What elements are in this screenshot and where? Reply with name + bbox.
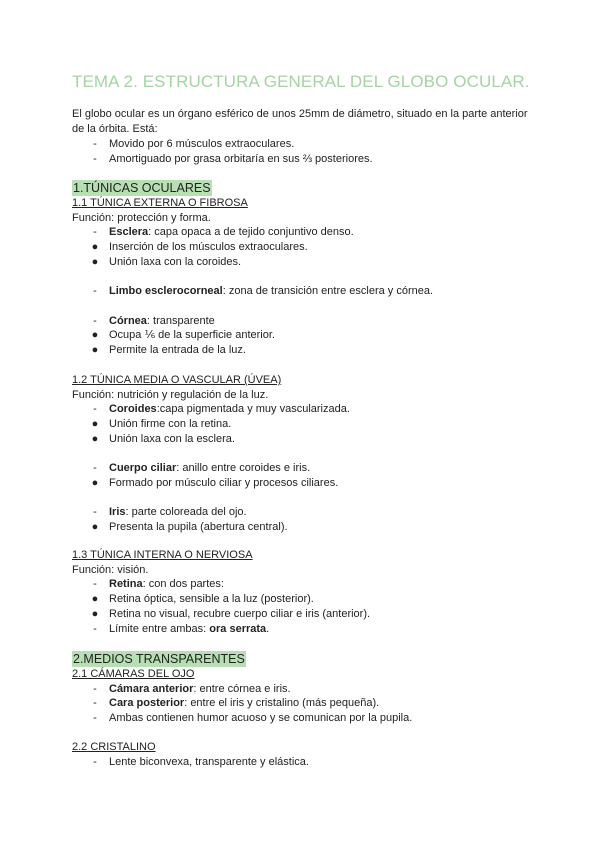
term-desc: : parte coloreada del ojo.	[125, 506, 247, 519]
list-item	[72, 505, 542, 520]
bullet-marker: ●	[91, 521, 99, 533]
page-title: TEMA 2. ESTRUCTURA GENERAL DEL GLOBO OCULAR.	[72, 72, 530, 91]
term-list	[72, 314, 542, 329]
term-cara-posterior: Cara posterior	[109, 697, 185, 710]
subsection-tunica-externa	[72, 196, 542, 358]
term-list	[72, 577, 542, 592]
bullet-list	[72, 240, 542, 269]
dash-marker: -	[93, 578, 97, 591]
spacer	[72, 299, 542, 314]
list-item	[72, 328, 542, 343]
list-item-text: Movido por 6 músculos extraoculares.	[109, 138, 295, 150]
term-desc: : con dos partes:	[142, 578, 224, 591]
term-list	[72, 225, 542, 240]
term-desc: : transparente	[146, 314, 215, 327]
subsection-title: 1.1 TÚNICA EXTERNA O FIBROSA	[72, 197, 248, 209]
dash-marker: -	[93, 138, 97, 150]
list-item	[72, 225, 542, 240]
dash-marker: -	[93, 755, 97, 768]
term-list	[72, 755, 542, 770]
term-desc: : entre córnea e iris.	[193, 682, 291, 695]
term-retina: Retina	[109, 578, 143, 591]
term-ora-serrata: ora serrata	[209, 622, 267, 635]
term-iris: Iris	[109, 506, 126, 519]
list-item	[72, 476, 542, 491]
function-text: Función: nutrición y regulación de la luz.	[72, 388, 269, 401]
bullet-list	[72, 417, 542, 446]
term-desc: : zona de transición entre esclera y córnea.	[222, 285, 434, 298]
list-item	[72, 402, 542, 417]
list-item-text: Inserción de los músculos extraoculares.	[109, 241, 308, 254]
bullet-marker: ●	[91, 593, 99, 606]
list-item-text: Ambas contienen humor acuoso y se comunican por la pupila.	[109, 712, 413, 725]
subsection-cristalino	[72, 740, 542, 769]
dash-marker: -	[93, 314, 97, 327]
spacer	[72, 491, 542, 506]
bullet-list	[72, 520, 542, 535]
dash-marker: -	[93, 152, 97, 165]
term-camara-anterior: Cámara anterior	[109, 682, 194, 695]
term-list	[72, 505, 542, 520]
list-item	[72, 343, 542, 358]
dash-marker: -	[93, 403, 97, 416]
list-item-text: Unión laxa con la coroides.	[109, 255, 242, 268]
term-desc: :capa pigmentada y muy vascularizada.	[156, 403, 350, 416]
list-item-text: Formado por músculo ciliar y procesos ciliares.	[109, 476, 339, 489]
spacer	[72, 270, 542, 285]
term-list	[72, 461, 542, 476]
subsection-title: 1.2 TÚNICA MEDIA O VASCULAR (ÚVEA)	[72, 374, 282, 386]
subsection-title: 2.2 CRISTALINO	[72, 741, 156, 753]
list-item	[72, 417, 542, 432]
section-heading-medios: 2.MEDIOS TRANSPARENTES	[73, 652, 245, 666]
term-cornea: Córnea	[109, 314, 147, 327]
spacer	[72, 447, 542, 462]
term-limbo: Limbo esclerocorneal	[109, 285, 223, 298]
list-item	[72, 755, 542, 770]
list-item	[72, 711, 542, 726]
dash-marker: -	[93, 285, 97, 298]
list-item-suffix: .	[266, 622, 270, 635]
subsection-camaras	[72, 667, 542, 726]
term-desc: : anillo entre coroides e iris.	[176, 462, 311, 475]
dash-marker: -	[93, 622, 97, 635]
list-item	[72, 592, 542, 607]
list-item	[72, 682, 542, 697]
intro-list	[72, 137, 532, 166]
function-text: Función: visión.	[72, 563, 149, 576]
term-desc: : capa opaca a de tejido conjuntivo denso.	[148, 226, 354, 239]
list-item	[72, 240, 542, 255]
bullet-list	[72, 592, 542, 621]
bullet-marker: ●	[91, 255, 99, 268]
subsection-tunica-interna	[72, 548, 542, 636]
bullet-marker: ●	[91, 476, 99, 489]
list-item	[72, 520, 542, 535]
term-desc: : entre el iris y cristalino (más pequeña).	[184, 697, 380, 710]
bullet-marker: ●	[91, 241, 99, 254]
dash-marker: -	[93, 712, 97, 725]
list-item-text: Retina óptica, sensible a la luz (posterior).	[109, 593, 314, 606]
dash-marker: -	[93, 697, 97, 710]
function-text: Función: protección y forma.	[72, 211, 211, 224]
list-item	[72, 314, 542, 329]
subsection-tunica-media	[72, 373, 542, 535]
bullet-list	[72, 328, 542, 357]
term-list	[72, 402, 542, 417]
list-item-text: Permite la entrada de la luz.	[109, 344, 246, 356]
list-item-text: Retina no visual, recubre cuerpo ciliar e iris (anterior).	[109, 607, 371, 620]
dash-marker: -	[93, 506, 97, 519]
bullet-list	[72, 476, 542, 491]
subsection-title: 1.3 TÚNICA INTERNA O NERVIOSA	[72, 549, 253, 561]
intro-block	[72, 107, 532, 166]
term-list	[72, 622, 542, 637]
list-item	[72, 461, 542, 476]
list-item-text: Amortiguado por grasa orbitaría en sus ⅔ posteriores.	[109, 152, 373, 165]
dash-marker: -	[93, 226, 97, 239]
section-heading-tunicas: 1.TÚNICAS OCULARES	[73, 181, 211, 195]
dash-marker: -	[93, 682, 97, 695]
intro-paragraph: El globo ocular es un órgano esférico de unos 25mm de diámetro, situado en la parte anterior de la órbita. Está:	[72, 108, 528, 135]
term-esclera: Esclera	[109, 226, 149, 239]
list-item	[72, 137, 532, 152]
list-item-text: Presenta la pupila (abertura central).	[109, 521, 288, 533]
list-item	[72, 284, 542, 299]
dash-marker: -	[93, 462, 97, 475]
list-item	[72, 577, 542, 592]
list-item	[72, 152, 532, 167]
list-item-text: Límite entre ambas:	[109, 622, 210, 635]
list-item-text: Unión laxa con la esclera.	[109, 432, 235, 445]
bullet-marker: ●	[91, 344, 99, 356]
term-list	[72, 284, 542, 299]
list-item	[72, 432, 542, 447]
list-item	[72, 255, 542, 270]
bullet-marker: ●	[91, 607, 99, 620]
bullet-marker: ●	[91, 329, 99, 342]
bullet-marker: ●	[91, 418, 99, 431]
term-coroides: Coroides	[109, 403, 157, 416]
term-cuerpo-ciliar: Cuerpo ciliar	[109, 462, 177, 475]
subsection-title: 2.1 CÁMARAS DEL OJO	[72, 668, 195, 680]
list-item-text: Ocupa ⅙ de la superficie anterior.	[109, 329, 275, 342]
list-item	[72, 622, 542, 637]
term-list	[72, 682, 542, 726]
list-item-text: Unión firme con la retina.	[109, 418, 232, 431]
list-item-text: Lente biconvexa, transparente y elástica.	[109, 755, 309, 768]
bullet-marker: ●	[91, 432, 99, 445]
list-item	[72, 696, 542, 711]
list-item	[72, 607, 542, 622]
